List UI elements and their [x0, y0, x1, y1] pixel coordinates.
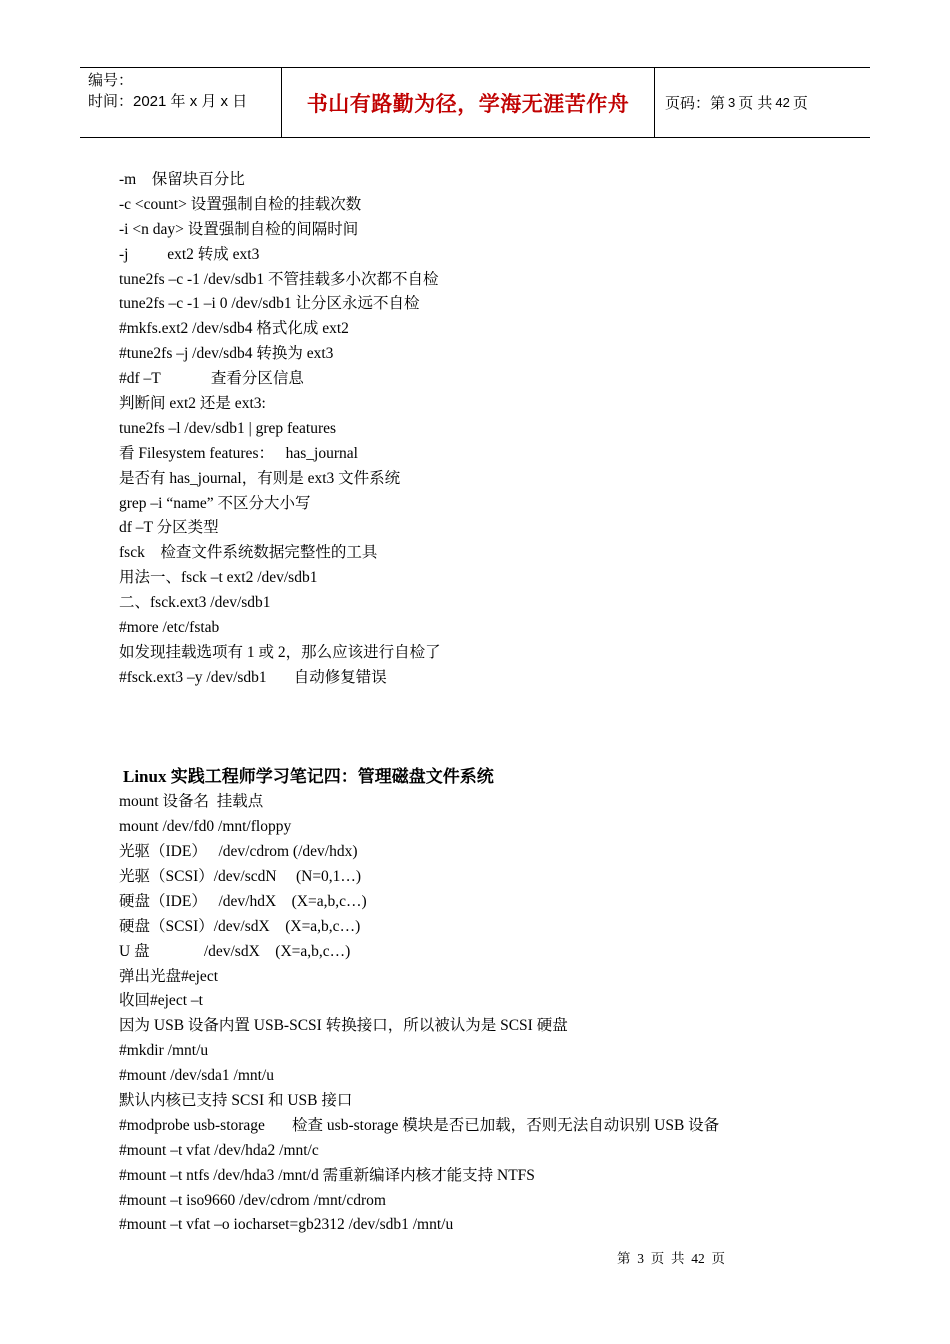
text-line: tune2fs –c -1 /dev/sdb1 不管挂载多小次都不自检: [119, 270, 439, 288]
section-gap: [119, 691, 839, 766]
text-line: #fsck.ext3 –y /dev/sdb1 自动修复错误: [119, 668, 387, 686]
text-line: 光驱（IDE） /dev/cdrom (/dev/hdx): [119, 843, 358, 861]
text-line: -i <n day> 设置强制自检的间隔时间: [119, 220, 359, 238]
text-line: #mkdir /mnt/u: [119, 1042, 209, 1060]
text-line: tune2fs –c -1 –i 0 /dev/sdb1 让分区永远不自检: [119, 295, 420, 313]
header-page-number: [655, 68, 870, 137]
text-line: 弹出光盘#eject: [119, 967, 219, 985]
page-footer: 第 3 页 共 42 页: [617, 1251, 725, 1266]
text-line: fsck 检查文件系统数据完整性的工具: [119, 544, 378, 562]
text-line: tune2fs –l /dev/sdb1 | grep features: [119, 419, 337, 437]
page-mid: 页 共: [738, 95, 773, 112]
page-current: 3: [728, 95, 736, 110]
text-line: -j ext2 转成 ext3: [119, 245, 260, 263]
time-label: 时间：2021 年 x 月 x 日: [88, 93, 248, 110]
text-line: 判断间 ext2 还是 ext3:: [119, 395, 266, 413]
text-line: #mount –t vfat –o iocharset=gb2312 /dev/sdb1 /mnt/u: [119, 1216, 454, 1234]
page-total: 42: [775, 95, 790, 110]
text-line: -c <count> 设置强制自检的挂载次数: [119, 195, 362, 213]
text-line: #mount –t ntfs /dev/hda3 /mnt/d 需重新编译内核才能支持 NTFS: [119, 1166, 535, 1184]
header-meta: [80, 68, 282, 137]
text-line: #more /etc/fstab: [119, 619, 220, 637]
text-line: df –T 分区类型: [119, 519, 219, 537]
text-line: mount /dev/fd0 /mnt/floppy: [119, 818, 292, 836]
text-line: #modprobe usb-storage 检查 usb-storage 模块是否已加载，否则无法自动识别 USB 设备: [119, 1116, 720, 1134]
text-line: 默认内核已支持 SCSI 和 USB 接口: [119, 1091, 353, 1109]
text-line: 看 Filesystem features： has_journal: [119, 444, 358, 462]
motto: 书山有路勤为径，学海无涯苦作舟: [306, 91, 630, 116]
text-line: 如发现挂载选项有 1 或 2，那么应该进行自检了: [119, 643, 441, 661]
text-line: #tune2fs –j /dev/sdb4 转换为 ext3: [119, 345, 334, 363]
text-line: 收回#eject –t: [119, 992, 203, 1010]
text-line: mount 设备名 挂载点: [119, 793, 264, 811]
header-motto-cell: [282, 68, 655, 137]
section-title: Linux 实践工程师学习笔记四：管理磁盘文件系统: [123, 767, 494, 787]
text-line: 硬盘（IDE） /dev/hdX (X=a,b,c…): [119, 892, 367, 910]
text-line: 是否有 has_journal，有则是 ext3 文件系统: [119, 469, 401, 487]
text-line: grep –i “name” 不区分大小写: [119, 494, 311, 512]
notes-part-1: [119, 168, 839, 691]
page-suffix: 页: [792, 95, 808, 112]
text-line: 光驱（SCSI）/dev/scdN (N=0,1…): [119, 867, 362, 885]
text-line: -m 保留块百分比: [119, 171, 245, 188]
text-line: #mount –t iso9660 /dev/cdrom /mnt/cdrom: [119, 1191, 386, 1209]
text-line: 二、fsck.ext3 /dev/sdb1: [119, 594, 271, 612]
text-line: #mkfs.ext2 /dev/sdb4 格式化成 ext2: [119, 320, 349, 338]
text-line: #mount /dev/sda1 /mnt/u: [119, 1067, 274, 1085]
text-line: #df –T 查看分区信息: [119, 370, 304, 388]
text-line: 用法一、fsck –t ext2 /dev/sdb1: [119, 569, 318, 587]
page-prefix: 页码：第: [665, 95, 726, 112]
notes-part-2: [119, 790, 839, 1238]
text-line: 硬盘（SCSI）/dev/sdX (X=a,b,c…): [119, 917, 361, 935]
serial-label: 编号：: [88, 72, 134, 89]
text-line: 因为 USB 设备内置 USB-SCSI 转换接口，所以被认为是 SCSI 硬盘: [119, 1017, 568, 1035]
text-line: #mount –t vfat /dev/hda2 /mnt/c: [119, 1141, 319, 1159]
document-body: [119, 168, 839, 1238]
text-line: U 盘 /dev/sdX (X=a,b,c…): [119, 942, 351, 960]
page-header: [80, 67, 870, 138]
